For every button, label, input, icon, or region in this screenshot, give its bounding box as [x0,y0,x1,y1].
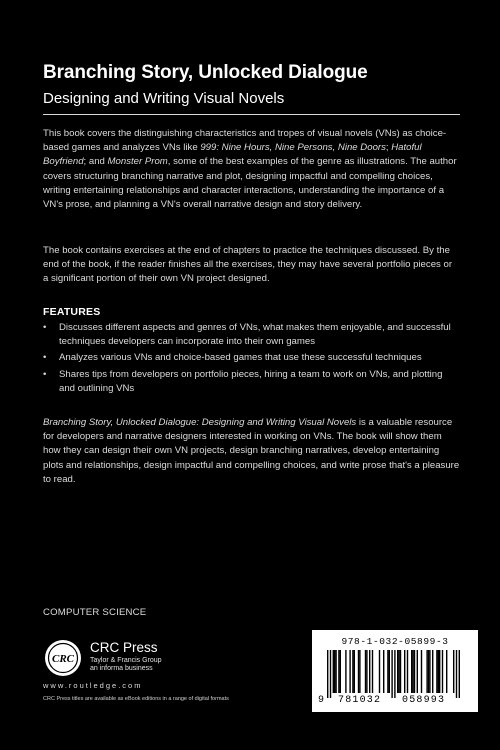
barcode-bar [391,650,392,698]
crc-press-logo-icon [43,638,83,678]
barcode-bar [398,650,399,693]
barcode-bar [429,650,430,693]
barcode-bar [349,650,350,693]
description-paragraph-1 [43,127,460,212]
isbn-barcode-panel [312,630,478,712]
barcode-bar [432,650,433,693]
barcode-bar [333,650,334,693]
barcode-bar [446,650,447,693]
bullet-icon: • [43,322,47,333]
category-label: COMPUTER SCIENCE [43,607,147,618]
barcode-bar [404,650,405,693]
barcode-bar [421,650,422,693]
barcode-bar [417,650,418,693]
barcode-bar [456,650,457,698]
barcode-bar [442,650,443,693]
barcode-bar [389,650,390,693]
barcode-bar [414,650,415,693]
separator-text: ; and [83,156,108,168]
barcode-bar [453,650,454,693]
barcode-bar [369,650,370,693]
feature-text: Analyzes various VNs and choice-based games that use these successful techniques [59,352,422,364]
feature-item [43,351,460,365]
barcode-bar [372,650,373,693]
feature-text: Discusses different aspects and genres of VNs, what makes them enjoyable, and successful techniques developers can incorporate into their own games [59,322,451,348]
ean-left-group: 781032 [338,695,382,706]
game-title-hatoful-boyfriend: Hatoful Boyfriend [43,142,422,168]
description-paragraph-2: The book contains exercises at the end of chapters to practice the techniques discussed. By the end of the book, if the reader finishes all the exercises, they may have several portfolio pieces or a significant portion of their own VN project designed. [43,245,453,285]
barcode-bar [354,650,355,693]
publisher-block [90,640,162,672]
barcode-bar [327,650,328,698]
barcode-bar [366,650,367,693]
ean-first-digit: 9 [318,695,325,706]
description-paragraph-3 [43,416,460,487]
barcode-bar [426,650,427,693]
game-title-monster-prom: Monster Prom [107,156,168,168]
ebook-availability-note: CRC Press titles are available as eBook editions in a range of digital formats [43,696,229,702]
logo-lettering: CRC [51,653,75,665]
barcode-bar [387,650,388,693]
book-title: Branching Story, Unlocked Dialogue [43,62,368,83]
barcode-bar [394,650,395,698]
barcode-icon [327,650,467,700]
barcode-bar [345,650,346,693]
barcode-bar [340,650,341,693]
ean-right-group: 058993 [402,695,446,706]
barcode-bar [383,650,384,693]
feature-text: Shares tips from developers on portfolio pieces, hiring a team to work on VNs, and plotting and outlining VNs [59,368,443,394]
barcode-bar [400,650,401,693]
barcode-bar [352,650,353,693]
publisher-website: www.routledge.com [43,681,143,690]
book-full-title-italic: Branching Story, Unlocked Dialogue: Designing and Writing Visual Novels [43,417,357,428]
separator-text: ; [385,142,392,154]
description-text: is a valuable resource for developers and narrative designers interested in working on VNs. The book will show them how they can design their own VN projects, design branching narratives, develop entertaining plots and relationships, design impactful and compelling choices, and write prose that's a pleasure to read. [43,417,460,485]
barcode-bar [407,650,408,693]
description-text: This book covers the distinguishing characteristics and tropes of visual novels (VNs) as choice-based games and analyzes VNs like [43,128,447,154]
bullet-icon: • [43,368,47,380]
game-title-999: 999: Nine Hours, Nine Persons, Nine Doors [200,142,386,154]
barcode-bar [436,650,437,693]
publisher-business: an informa business [90,665,153,672]
book-subtitle: Designing and Writing Visual Novels [43,90,285,107]
barcode-bar [439,650,440,693]
bullet-icon: • [43,352,47,364]
publisher-group: Taylor & Francis Group [90,657,162,664]
isbn-number: 978-1-032-05899-3 [341,636,449,647]
barcode-bar [379,650,380,693]
barcode-bar [459,650,460,698]
barcode-bar [335,650,336,693]
barcode-bar [412,650,413,693]
barcode-bar [358,650,359,693]
title-divider [43,114,460,115]
barcode-bar [330,650,331,698]
barcode-bar [334,650,335,693]
publisher-name: CRC Press [90,640,158,655]
feature-item [43,321,460,349]
features-heading: FEATURES [43,306,101,318]
features-list [43,321,460,398]
barcode-bar [338,650,339,693]
barcode-bar [438,650,439,693]
description-text: , some of the best examples of the genre as illustrations. The author covers structuring branching narrative and plot, designing impactful and compelling choices, writing entertaining relationships and character interactions, understanding the importance of a VN's prose, and planning a VN's overall narrative design and story delivery. [43,156,457,211]
feature-item [43,368,460,396]
barcode-bar [359,650,360,693]
barcode-bar [428,650,429,693]
barcode-bar [397,650,398,693]
barcode-bar [411,650,412,693]
barcode-bar [365,650,366,693]
